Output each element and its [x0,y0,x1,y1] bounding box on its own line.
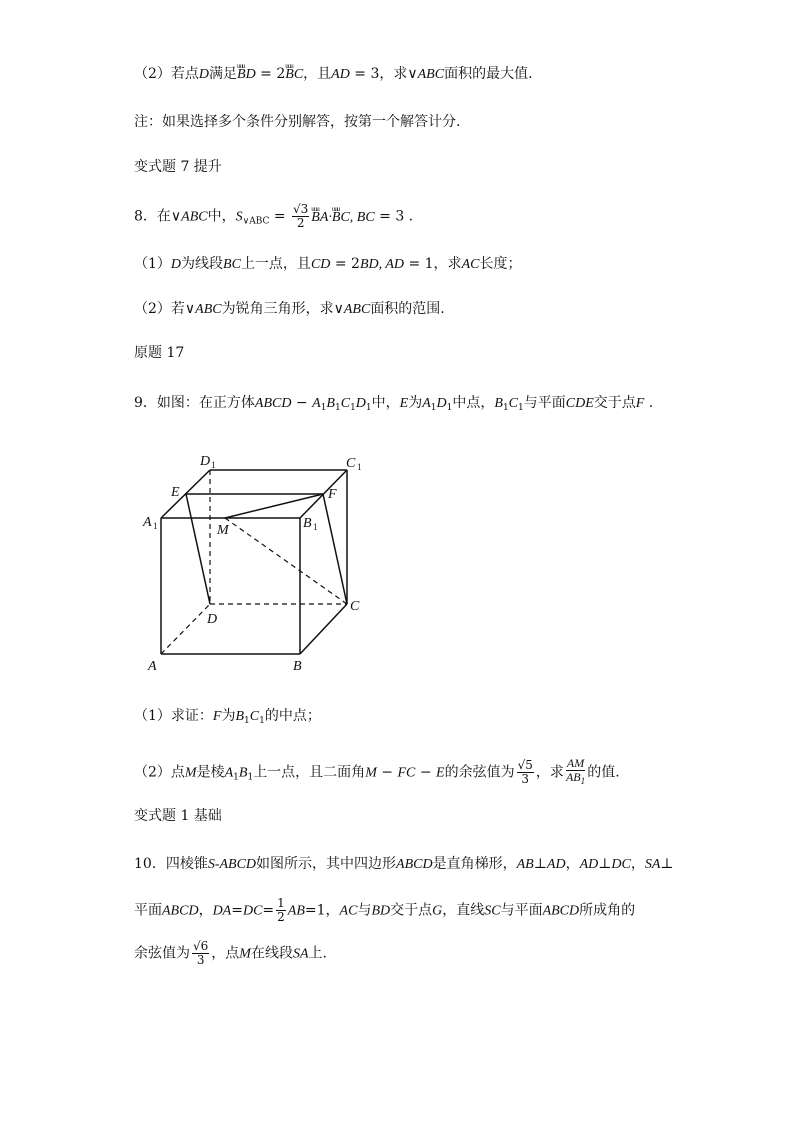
label-D: D [207,612,218,627]
original-title-17: 原题 17 [134,345,185,361]
label-A1: A [143,515,152,530]
q10-line2: 平面ABCD，DA=DC= $\frac{1}{2}$ AB=1，AC与BD交于点G，直线SC与平面ABCD所成角的 [134,896,636,924]
label-D1: D [200,454,211,469]
svg-text:1: 1 [211,460,216,470]
label-B1: B [303,516,312,531]
note: 注：如果选择多个条件分别解答，按第一个解答计分. [134,114,461,130]
variant-title-1: 变式题 1 基础 [134,808,222,824]
label-M: M [217,523,229,538]
svg-text:1: 1 [357,462,362,472]
q8-stem: 8．在∨ABC中，$S_{\vee ABC}$ = $\frac{√3}{2}$ uuu BA·uuu BC, BC = 3 . [134,203,413,232]
q8-part1: （1）D为线段BC上一点，且CD = 2BD, AD = 1，求AC长度； [134,256,522,272]
label-C: C [350,599,360,614]
label-A: A [148,659,157,674]
label-F: F [328,487,337,502]
q10-line1: 10．四棱锥S-ABCD如图所示，其中四边形ABCD是直角梯形，AB⊥AD，AD⊥DC，SA⊥ [134,856,674,872]
label-E: E [171,485,180,500]
label-B: B [293,659,302,674]
q9-part2: （2）点M是棱$A_1B_1$上一点，且二面角M − FC − E的余弦值为 $\frac{√5}{3}$ ，求 $\frac{AM}{AB_1}$ 的值. [134,756,620,786]
cube-figure [140,445,380,680]
q8-part2: （2）若∨ABC为锐角三角形，求∨ABC面积的范围. [134,301,445,317]
q7-part2: （2）若点D满足uuu BD = 2uuu BC，且AD = 3，求∨ABC面积的最大值. [134,64,533,85]
q10-line3: 余弦值为 $\frac{√6}{3}$ ，点M在线段SA上. [134,939,327,967]
svg-text:1: 1 [153,521,158,531]
label-C1: C [346,456,356,471]
variant-title-7: 变式题 7 提升 [134,159,222,175]
svg-text:1: 1 [313,522,318,532]
q9-stem: 9．如图：在正方体ABCD − $A_1B_1C_1D_1$中，E为$A_1D_1$中点，$B_1C_1$与平面CDE交于点F . [134,395,654,413]
q9-part1: （1）求证：F为$B_1C_1$的中点； [134,708,321,726]
